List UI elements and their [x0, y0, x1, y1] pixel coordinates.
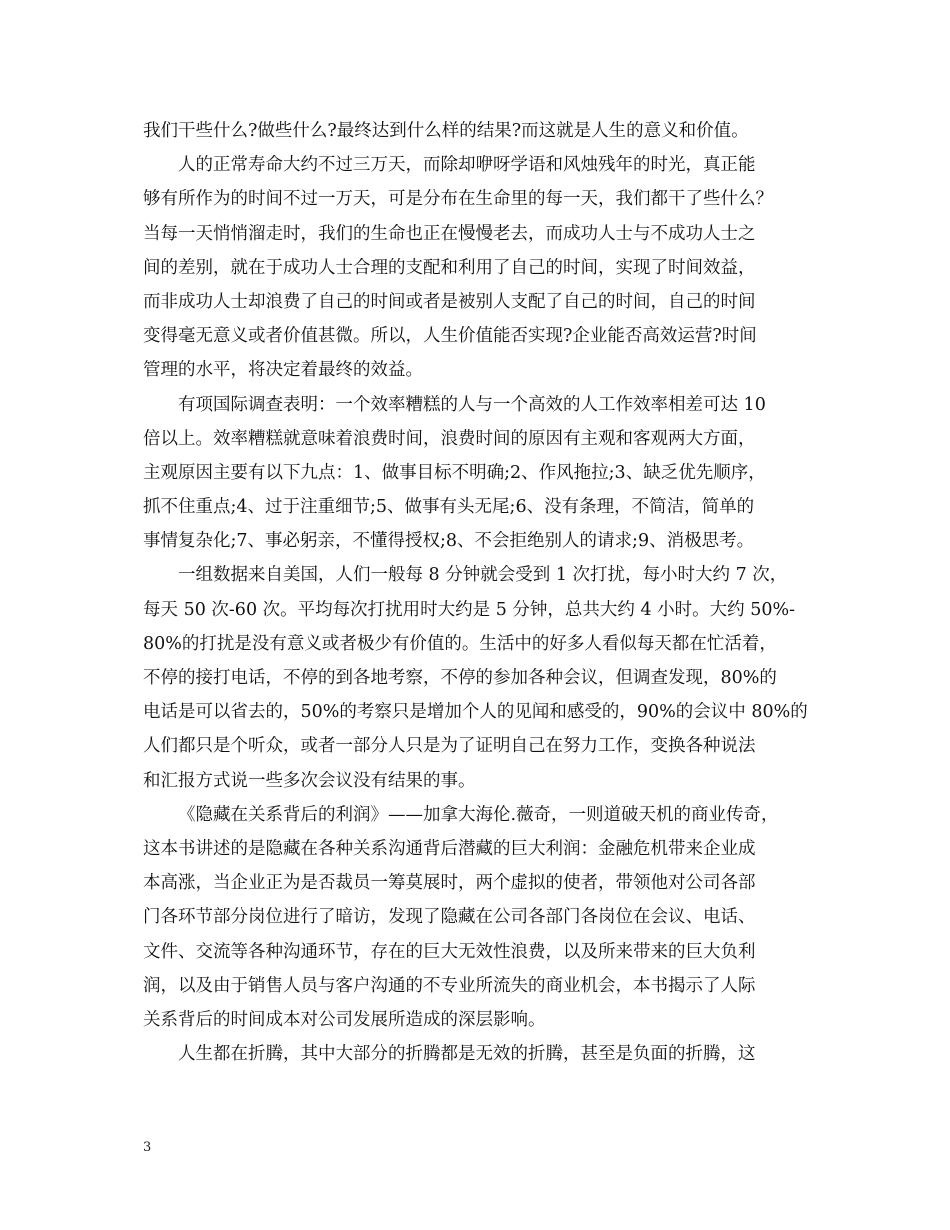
page-number: 3	[143, 1140, 152, 1155]
text-line: 变得毫无意义或者价值甚微。所以，人生价值能否实现?企业能否高效运营?时间	[143, 326, 757, 347]
text-line: 每天 50 次-60 次。平均每次打扰用时大约是 5 分钟，总共大约 4 小时。大约 50%-	[143, 599, 796, 620]
paragraph-start-line: 人生都在折腾，其中大部分的折腾都是无效的折腾，甚至是负面的折腾，这	[178, 1044, 756, 1065]
text-line: 这本书讲述的是隐藏在各种关系沟通背后潜藏的巨大利润：金融危机带来企业成	[143, 838, 756, 859]
text-line: 不停的接打电话，不停的到各地考察，不停的参加各种会议，但调查发现，80%的	[143, 668, 777, 688]
body-text	[143, 114, 823, 1071]
text-line: 够有所作为的时间不过一万天，可是分布在生命里的每一天，我们都干了些什么？	[143, 189, 773, 210]
text-line: 间的差别，就在于成功人士合理的支配和利用了自己的时间，实现了时间效益，	[143, 257, 756, 278]
text-line: 管理的水平，将决定着最终的效益。	[143, 360, 423, 381]
text-line: 事情复杂化;7、事必躬亲，不懂得授权;8、不会拒绝别人的请求;9、消极思考。	[143, 531, 755, 552]
text-line: 电话是可以省去的，50%的考察只是增加个人的见闻和感受的，90%的会议中 80%的	[143, 702, 808, 723]
text-line: 而非成功人士却浪费了自己的时间或者是被别人支配了自己的时间，自己的时间	[143, 291, 756, 312]
text-line: 人们都只是个听众，或者一部分人只是为了证明自己在努力工作，变换各种说法	[143, 736, 756, 757]
text-line: 和汇报方式说一些多次会议没有结果的事。	[143, 770, 476, 791]
text-line: 文件、交流等各种沟通环节，存在的巨大无效性浪费，以及所来带来的巨大负利	[143, 941, 756, 962]
text-line: 润，以及由于销售人员与客户沟通的不专业所流失的商业机会，本书揭示了人际	[143, 975, 756, 996]
text-line: 抓不住重点;4、过于注重细节;5、做事有头无尾;6、没有条理，不简洁，简单的	[143, 497, 755, 518]
text-line: 关系背后的时间成本对公司发展所造成的深层影响。	[143, 1009, 546, 1030]
text-line: 门各环节部分岗位进行了暗访，发现了隐藏在公司各部门各岗位在会议、电话、	[143, 907, 756, 928]
paragraph-start-line: 有项国际调查表明：一个效率糟糕的人与一个高效的人工作效率相差可达 10	[178, 394, 766, 415]
text-line: 本高涨，当企业正为是否裁员一筹莫展时，两个虚拟的使者，带领他对公司各部	[143, 873, 756, 894]
text-line: 当每一天悄悄溜走时，我们的生命也正在慢慢老去，而成功人士与不成功人士之	[143, 223, 756, 244]
text-line: 80%的打扰是没有意义或者极少有价值的。生活中的好多人看似每天都在忙活着，	[143, 633, 777, 654]
text-line: 我们干些什么?做些什么?最终达到什么样的结果?而这就是人生的意义和价值。	[143, 121, 749, 141]
text-line: 主观原因主要有以下九点：1、做事目标不明确;2、作风拖拉;3、缺乏优先顺序，	[143, 462, 766, 483]
paragraph-start-line: 一组数据来自美国，人们一般每 8 分钟就会受到 1 次打扰，每小时大约 7 次，	[178, 565, 788, 586]
paragraph-start-line: 《隐藏在关系背后的利润》——加拿大海伦.薇奇，一则道破天机的商业传奇，	[178, 804, 779, 825]
paragraph-start-line: 人的正常寿命大约不过三万天，而除却咿呀学语和风烛残年的时光，真正能	[178, 155, 756, 176]
text-line: 倍以上。效率糟糕就意味着浪费时间，浪费时间的原因有主观和客观两大方面，	[143, 428, 756, 449]
